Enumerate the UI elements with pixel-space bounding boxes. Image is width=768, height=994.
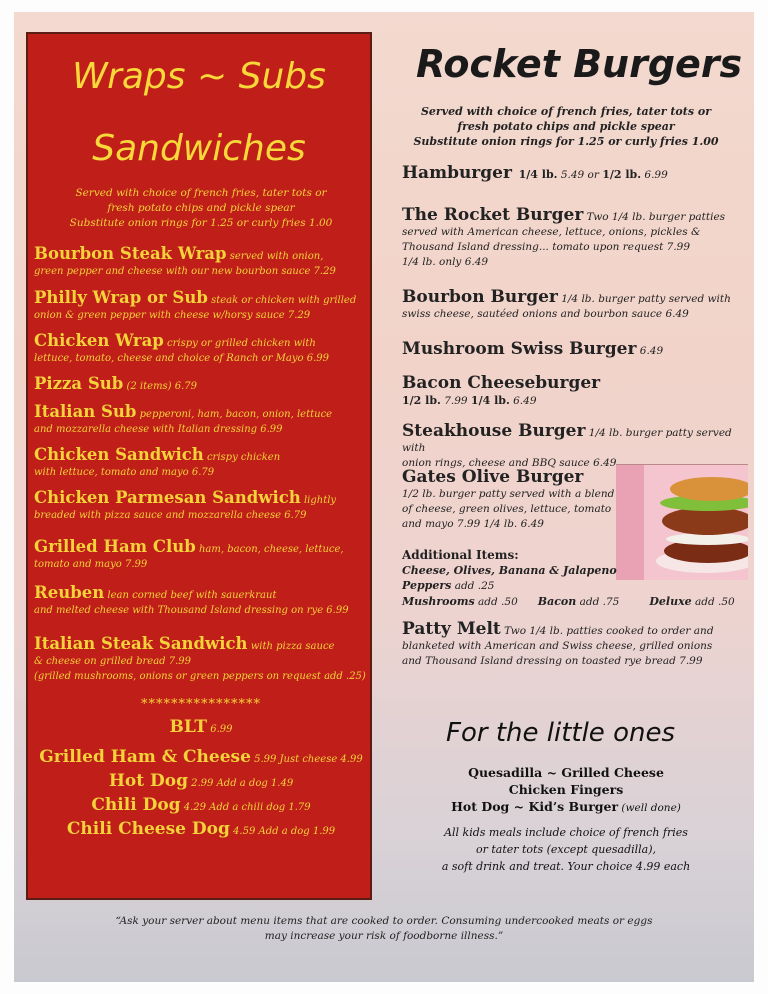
kids-line: Chicken Fingers xyxy=(508,782,624,797)
kids-note-line: or tater tots (except quesadilla), xyxy=(475,843,657,856)
item-desc: 4.59 Add a dog 1.99 xyxy=(229,826,336,837)
intro-line: Substitute onion rings for 1.25 or curly fries 1.00 xyxy=(69,217,333,229)
item-desc: ham, bacon, cheese, lettuce, xyxy=(195,544,344,555)
menu-item xyxy=(28,819,374,839)
item-desc: (grilled mushrooms, onions or green peppers on request add .25) xyxy=(34,671,366,682)
item-desc: steak or chicken with grilled xyxy=(207,295,357,306)
rocket-burgers-title: Rocket Burgers xyxy=(416,42,743,86)
menu-item xyxy=(34,585,370,618)
intro-line: fresh potato chips and pickle spear xyxy=(107,202,295,214)
item-name: BLT xyxy=(169,717,208,737)
additional-items xyxy=(402,548,742,610)
item-portion: 1/2 lb. xyxy=(402,394,441,407)
kids-note-inline: (well done) xyxy=(618,802,681,814)
kids-note-line: All kids meals include choice of french fries xyxy=(444,826,688,839)
item-name: Italian Sub xyxy=(34,402,137,421)
item-name: Patty Melt xyxy=(402,619,501,639)
menu-item xyxy=(402,163,742,183)
right-intro xyxy=(406,104,726,149)
item-name: Reuben xyxy=(34,583,105,602)
deluxe-label: Deluxe xyxy=(649,595,692,608)
item-name: Pizza Sub xyxy=(34,374,124,393)
item-desc: (2 items) 6.79 xyxy=(123,381,198,392)
item-desc: 1/4 lb. only 6.49 xyxy=(402,256,489,268)
item-desc: 1/4 lb. burger patty served with xyxy=(557,293,731,305)
kids-note xyxy=(406,824,726,875)
item-name: Chicken Wrap xyxy=(34,331,164,350)
menu-item xyxy=(402,205,742,270)
item-portion: 1/4 lb. xyxy=(518,168,558,181)
rocket-burgers-panel xyxy=(376,12,754,912)
item-desc: blanketed with American and Swiss cheese, grilled onions xyxy=(402,640,713,652)
item-name: Italian Steak Sandwich xyxy=(34,634,248,653)
deluxe-price: add .50 xyxy=(691,596,735,608)
item-portion: 1/4 lb. xyxy=(470,394,510,407)
kids-menu xyxy=(406,764,726,817)
menu-item xyxy=(34,539,370,572)
menu-item xyxy=(402,287,742,322)
item-name: Philly Wrap or Sub xyxy=(34,288,208,307)
item-name: Mushroom Swiss Burger xyxy=(402,339,637,359)
sandwiches-title: Sandwiches xyxy=(92,128,306,169)
item-desc: with lettuce, tomato and mayo 6.79 xyxy=(34,467,215,478)
item-price: 7.99 xyxy=(440,395,471,407)
kids-line: Quesadilla ~ Grilled Cheese xyxy=(468,765,664,780)
item-desc: lean corned beef with sauerkraut xyxy=(104,590,277,601)
footer-line: “Ask your server about menu items that are cooked to order. Consuming undercooked meats or eggs xyxy=(115,915,653,927)
menu-item xyxy=(34,376,370,394)
item-desc: 4.29 Add a chili dog 1.79 xyxy=(180,802,311,813)
item-desc: lettuce, tomato, cheese and choice of Ranch or Mayo 6.99 xyxy=(34,353,329,364)
menu-item xyxy=(34,246,370,279)
item-desc: 5.99 Just cheese 4.99 xyxy=(250,754,363,765)
menu-page xyxy=(14,12,754,982)
wraps-subs-panel xyxy=(26,32,372,900)
intro-line: Substitute onion rings for 1.25 or curly fries 1.00 xyxy=(413,135,719,148)
menu-item xyxy=(28,771,374,791)
kids-note-line: a soft drink and treat. Your choice 4.99 each xyxy=(441,860,691,873)
mushrooms-price: add .50 xyxy=(474,596,518,608)
item-name: Hot Dog xyxy=(108,771,188,791)
menu-item xyxy=(28,717,374,737)
item-name: The Rocket Burger xyxy=(402,205,584,225)
bacon-price: add .75 xyxy=(576,596,620,608)
item-name: Hamburger xyxy=(402,163,512,183)
footer-line: may increase your risk of foodborne illness.” xyxy=(264,930,504,942)
item-desc: 2.99 Add a dog 1.49 xyxy=(187,778,294,789)
item-name: Bourbon Burger xyxy=(402,287,558,307)
item-desc: and Thousand Island dressing on toasted rye bread 7.99 xyxy=(402,655,703,667)
item-desc: onion & green pepper with cheese w/horsy sauce 7.29 xyxy=(34,310,311,321)
item-name: Steakhouse Burger xyxy=(402,421,586,441)
intro-line: Served with choice of french fries, tater tots or xyxy=(420,105,711,118)
menu-item xyxy=(28,747,374,767)
item-desc: with pizza sauce xyxy=(247,641,335,652)
item-desc: served with onion, xyxy=(226,251,324,262)
item-desc: 6.49 xyxy=(636,345,664,357)
menu-item xyxy=(34,490,370,523)
item-desc: swiss cheese, sautéed onions and bourbon sauce 6.49 xyxy=(402,308,689,320)
item-desc: 6.99 xyxy=(207,724,233,735)
item-price: 5.49 or xyxy=(557,169,603,181)
item-name: Bourbon Steak Wrap xyxy=(34,244,227,263)
menu-item xyxy=(402,467,624,532)
item-price: 6.99 xyxy=(641,169,668,181)
additional-label: Peppers xyxy=(402,579,452,592)
item-desc: green pepper and cheese with our new bourbon sauce 7.29 xyxy=(34,266,336,277)
item-name: Bacon Cheeseburger xyxy=(402,373,601,393)
menu-item xyxy=(28,795,374,815)
menu-item xyxy=(34,290,370,323)
item-desc: tomato and mayo 7.99 xyxy=(34,559,148,570)
little-ones-title: For the little ones xyxy=(446,718,675,748)
mushrooms-label: Mushrooms xyxy=(402,595,475,608)
item-desc: 1/2 lb. burger patty served with a blend xyxy=(402,488,615,500)
item-desc: & cheese on grilled bread 7.99 xyxy=(34,656,192,667)
item-desc: 1/4 lb. burger patty served with xyxy=(402,427,732,454)
additional-line: Cheese, Olives, Banana & Jalapeno xyxy=(402,564,617,577)
bacon-label: Bacon xyxy=(537,595,577,608)
menu-item xyxy=(34,333,370,366)
menu-item xyxy=(34,636,370,684)
item-portion: 1/2 lb. xyxy=(602,168,642,181)
intro-line: Served with choice of french fries, tater tots or xyxy=(75,187,327,199)
item-desc: Two 1/4 lb. patties cooked to order and xyxy=(500,625,714,637)
intro-line: fresh potato chips and pickle spear xyxy=(457,120,675,133)
item-desc: of cheese, green olives, lettuce, tomato xyxy=(402,503,612,515)
item-desc: served with American cheese, lettuce, onions, pickles & xyxy=(402,226,701,238)
wraps-subs-title: Wraps ~ Subs xyxy=(72,56,326,97)
item-desc: crispy chicken xyxy=(203,452,281,463)
item-name: Chicken Parmesan Sandwich xyxy=(34,488,301,507)
menu-item xyxy=(402,339,742,359)
item-name: Chili Cheese Dog xyxy=(66,819,230,839)
item-name: Grilled Ham & Cheese xyxy=(39,747,251,767)
item-name: Grilled Ham Club xyxy=(34,537,196,556)
item-desc: and mayo 7.99 1/4 lb. 6.49 xyxy=(402,518,544,530)
item-name: Chili Dog xyxy=(91,795,181,815)
item-desc: Thousand Island dressing... tomato upon request 7.99 xyxy=(402,241,691,253)
item-desc: crispy or grilled chicken with xyxy=(163,338,316,349)
menu-item xyxy=(402,373,742,409)
stars-divider: **************** xyxy=(141,697,261,712)
item-desc: Two 1/4 lb. burger patties xyxy=(583,211,726,223)
item-desc: lightly xyxy=(300,495,337,506)
left-intro xyxy=(38,186,364,231)
menu-item xyxy=(34,447,370,480)
additional-title: Additional Items: xyxy=(402,548,519,562)
item-desc: and mozzarella cheese with Italian dressing 6.99 xyxy=(34,424,283,435)
food-safety-footer xyxy=(44,914,724,944)
item-desc: and melted cheese with Thousand Island dressing on rye 6.99 xyxy=(34,605,349,616)
menu-item xyxy=(402,619,742,669)
kids-line: Hot Dog ~ Kid’s Burger xyxy=(451,799,619,814)
item-name: Gates Olive Burger xyxy=(402,467,584,487)
item-price: 6.49 xyxy=(509,395,537,407)
additional-price: add .25 xyxy=(451,580,495,592)
item-name: Chicken Sandwich xyxy=(34,445,204,464)
item-desc: onion rings, cheese and BBQ sauce 6.49 xyxy=(402,457,617,469)
menu-item xyxy=(34,404,370,437)
item-desc: pepperoni, ham, bacon, onion, lettuce xyxy=(136,409,333,420)
item-desc: breaded with pizza sauce and mozzarella cheese 6.79 xyxy=(34,510,307,521)
